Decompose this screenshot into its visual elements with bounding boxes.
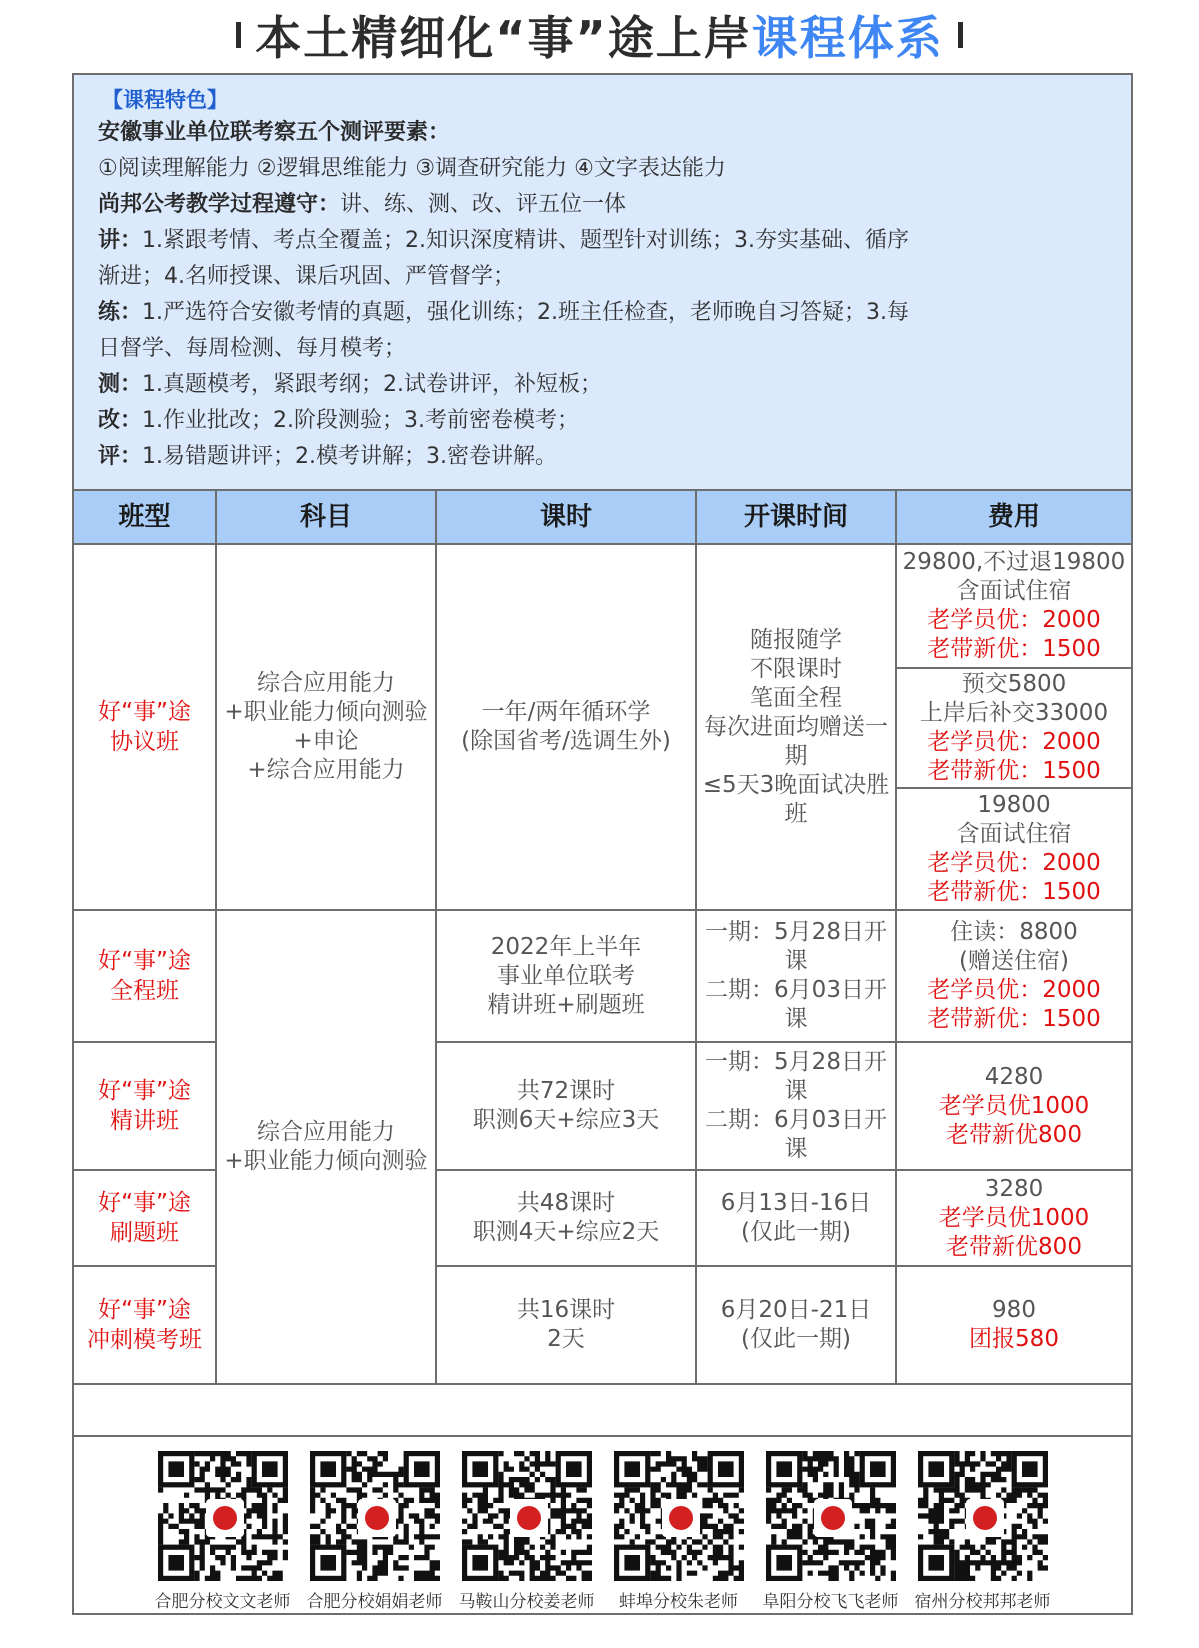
class-name-shuati: [74, 1170, 216, 1266]
hours-line: 职测6天+综应3天: [472, 1107, 660, 1133]
class-name-line: 全程班: [110, 978, 179, 1004]
class-name-xieyi: [74, 544, 216, 910]
class-name-line: 冲刺模考班: [87, 1327, 202, 1353]
hours-shuati: [436, 1170, 696, 1266]
brand-logo-mark: [821, 1506, 845, 1530]
fee-line: (赠送住宿): [959, 948, 1069, 974]
fee-line: 住读：8800: [950, 919, 1078, 945]
fee-discount: 团报580: [969, 1326, 1059, 1352]
features-line-text: 渐进；4.名师授课、课后巩固、严管督学；: [98, 264, 515, 289]
features-line: [98, 259, 1107, 295]
time-shuati: [696, 1170, 896, 1266]
fee-discount: 老学员优1000: [938, 1092, 1090, 1119]
title-left-bar: [236, 22, 241, 48]
features-line-text: 1.真题模考，紧跟考纲；2.试卷讲评，补短板；: [142, 372, 602, 397]
qr-code-image[interactable]: [766, 1451, 896, 1581]
hours-line: 共72课时: [516, 1078, 616, 1104]
time-quancheng: [696, 910, 896, 1042]
fee-discount: 老带新优：1500: [927, 636, 1101, 662]
fee-shuati: [896, 1170, 1131, 1266]
header-start-time: 开课时间: [696, 490, 896, 544]
brand-logo-icon: [814, 1499, 852, 1537]
fee-line: 3280: [984, 1175, 1044, 1202]
features-line-bold: 测：: [98, 372, 143, 397]
header-class-type: 班型: [74, 490, 216, 544]
hours-xieyi: [436, 544, 696, 910]
fee-xieyi-3: [896, 788, 1131, 910]
header-subject: 科目: [216, 490, 436, 544]
brand-logo-mark: [669, 1506, 693, 1530]
time-line: 6月20日-21日: [720, 1297, 872, 1323]
subject-line: +综合应用能力: [247, 757, 405, 783]
time-line: 不限课时: [750, 655, 842, 682]
hours-line: 一年/两年循环学: [481, 699, 651, 725]
fee-line: 含面试住宿: [956, 821, 1072, 847]
brand-logo-mark: [365, 1506, 389, 1530]
time-line: 每次进面均赠送一期: [704, 713, 888, 769]
hours-line: 2022年上半年: [490, 933, 642, 960]
qr-item: [761, 1451, 901, 1613]
course-frame: [72, 73, 1133, 1615]
subject-line: +职业能力倾向测验: [224, 1148, 428, 1174]
fee-discount: 老带新优800: [946, 1233, 1082, 1260]
title-accent: 课程体系: [751, 11, 944, 65]
page-title: [0, 0, 1199, 70]
fee-discount: 老带新优800: [946, 1121, 1082, 1148]
class-name-line: 协议班: [110, 729, 179, 755]
fee-discount: 老带新优：1500: [927, 758, 1101, 784]
qr-item: [913, 1451, 1053, 1613]
brand-logo-icon: [966, 1499, 1004, 1537]
qr-label: 合肥分校文文老师: [154, 1592, 291, 1612]
brand-logo-mark: [973, 1506, 997, 1530]
fee-discount: 老带新优：1500: [927, 879, 1101, 905]
subject-line: 综合应用能力: [257, 670, 395, 696]
title-text: [255, 2, 943, 68]
brand-logo-icon: [510, 1499, 548, 1537]
time-line: 二期：6月03日开课: [705, 1107, 887, 1162]
qr-code-image[interactable]: [310, 1451, 440, 1581]
qr-item: [305, 1451, 445, 1613]
class-name-line: 好“事”途: [98, 1190, 191, 1216]
fee-discount: 老学员优：2000: [927, 607, 1101, 633]
qr-label: 马鞍山分校姜老师: [458, 1592, 595, 1612]
time-line: 一期：5月28日开课: [705, 1049, 887, 1104]
qr-code-image[interactable]: [918, 1451, 1048, 1581]
hours-chongci: [436, 1266, 696, 1384]
brand-logo-mark: [517, 1506, 541, 1530]
features-line-text: ①阅读理解能力 ②逻辑思维能力 ③调查研究能力 ④文字表达能力: [98, 156, 726, 181]
features-line: [98, 151, 1107, 187]
time-line: 随报随学: [750, 626, 842, 653]
hours-quancheng: [436, 910, 696, 1042]
course-table: [74, 489, 1131, 1385]
features-line-bold: 评：: [98, 444, 143, 469]
hours-line: 事业单位联考: [497, 962, 635, 989]
qr-label: 合肥分校娟娟老师: [306, 1592, 443, 1612]
fee-discount: 老学员优：2000: [927, 729, 1101, 755]
features-line-bold: 改：: [98, 408, 143, 433]
fee-quancheng: [896, 910, 1131, 1042]
subject-shared: [216, 910, 436, 1384]
qr-code-image[interactable]: [462, 1451, 592, 1581]
fee-discount: 老学员优：2000: [927, 850, 1101, 876]
time-line: (仅此一期): [741, 1219, 851, 1245]
hours-jingjiang: [436, 1042, 696, 1170]
features-line: [98, 439, 1107, 475]
subject-xieyi: [216, 544, 436, 910]
features-line: [98, 187, 1107, 223]
class-name-line: 好“事”途: [98, 1297, 191, 1323]
hours-line: 共48课时: [516, 1190, 616, 1216]
class-name-line: 好“事”途: [98, 948, 191, 974]
time-line: 二期：6月03日开课: [705, 977, 887, 1032]
features-line-text: 1.紧跟考情、考点全覆盖；2.知识深度精讲、题型针对训练；3.夯实基础、循序: [142, 228, 909, 253]
course-features: [74, 75, 1131, 489]
features-line: [98, 295, 1107, 331]
qr-item: [153, 1451, 293, 1613]
qr-item: [609, 1451, 749, 1613]
features-line: [98, 115, 1107, 151]
time-line: 6月13日-16日: [720, 1190, 872, 1216]
fee-line: 预交5800: [961, 671, 1067, 697]
fee-line: 19800: [977, 792, 1051, 818]
brand-logo-icon: [662, 1499, 700, 1537]
time-chongci: [696, 1266, 896, 1384]
time-line: (仅此一期): [741, 1326, 851, 1352]
time-line: 笔面全程: [750, 684, 842, 711]
brand-logo-mark: [213, 1506, 237, 1530]
hours-line: 共16课时: [516, 1297, 616, 1323]
fee-line: 980: [992, 1297, 1036, 1323]
fee-discount: 老带新优：1500: [927, 1006, 1101, 1032]
time-jingjiang: [696, 1042, 896, 1170]
hours-line: 职测4天+综应2天: [472, 1219, 660, 1245]
class-name-line: 精讲班: [110, 1108, 179, 1134]
features-line: [98, 223, 1107, 259]
qr-code-image[interactable]: [158, 1451, 288, 1581]
table-row: [74, 544, 1131, 668]
features-line-bold: 练：: [98, 300, 143, 325]
features-line-text: 1.严选符合安徽考情的真题，强化训练；2.班主任检查，老师晚自习答疑；3.每: [142, 300, 909, 325]
header-hours: 课时: [436, 490, 696, 544]
fee-line: 含面试住宿: [956, 578, 1072, 604]
brand-logo-icon: [358, 1499, 396, 1537]
time-line: ≤5天3晚面试决胜班: [702, 771, 890, 827]
fee-xieyi-2: [896, 668, 1131, 788]
table-header-row: [74, 490, 1131, 544]
hours-line: 2天: [547, 1326, 585, 1352]
features-line: [98, 331, 1107, 367]
fee-line: 4280: [984, 1063, 1044, 1090]
table-row: [74, 910, 1131, 1042]
time-xieyi: [696, 544, 896, 910]
fee-line: 29800,不过退19800: [902, 549, 1126, 575]
qr-label: 阜阳分校飞飞老师: [762, 1592, 899, 1612]
features-line-text: 讲、练、测、改、评五位一体: [340, 192, 627, 217]
subject-line: 综合应用能力: [257, 1119, 395, 1145]
class-name-line: 刷题班: [110, 1220, 179, 1246]
class-name-line: 好“事”途: [98, 699, 191, 725]
time-line: 一期：5月28日开课: [705, 919, 887, 974]
features-line-text: 1.易错题讲评；2.模考讲解；3.密卷讲解。: [142, 444, 557, 469]
fee-discount: 老学员优：2000: [927, 977, 1101, 1003]
features-line-bold: 安徽事业单位联考察五个测评要素：: [98, 120, 451, 145]
qr-code-image[interactable]: [614, 1451, 744, 1581]
class-name-line: 好“事”途: [98, 1078, 191, 1104]
fee-xieyi-1: [896, 544, 1131, 668]
features-line-text: 1.作业批改；2.阶段测验；3.考前密卷模考；: [142, 408, 579, 433]
class-name-chongci: [74, 1266, 216, 1384]
header-fee: 费用: [896, 490, 1131, 544]
fee-discount: 老学员优1000: [938, 1204, 1090, 1231]
title-main: 本土精细化“事”途上岸: [255, 11, 752, 65]
title-right-bar: [958, 22, 963, 48]
qr-code-strip: [74, 1435, 1131, 1613]
features-line: [98, 367, 1107, 403]
features-line-text: 日督学、每周检测、每月模考；: [98, 336, 407, 361]
qr-label: 蚌埠分校朱老师: [619, 1592, 738, 1612]
qr-item: [457, 1451, 597, 1613]
class-name-quancheng: [74, 910, 216, 1042]
hours-line: 精讲班+刷题班: [487, 991, 645, 1018]
features-tag: 【课程特色】: [102, 88, 228, 112]
features-line-bold: 讲：: [98, 228, 143, 253]
subject-line: +职业能力倾向测验: [224, 699, 428, 725]
features-line: [98, 403, 1107, 439]
subject-line: +申论: [293, 728, 359, 754]
features-line-bold: 尚邦公考教学过程遵守：: [98, 192, 341, 217]
fee-jingjiang: [896, 1042, 1131, 1170]
qr-label: 宿州分校邦邦老师: [914, 1592, 1051, 1612]
fee-line: 上岸后补交33000: [919, 700, 1109, 726]
fee-chongci: [896, 1266, 1131, 1384]
brand-logo-icon: [206, 1499, 244, 1537]
hours-line: (除国省考/选调生外): [461, 728, 671, 754]
class-name-jingjiang: [74, 1042, 216, 1170]
